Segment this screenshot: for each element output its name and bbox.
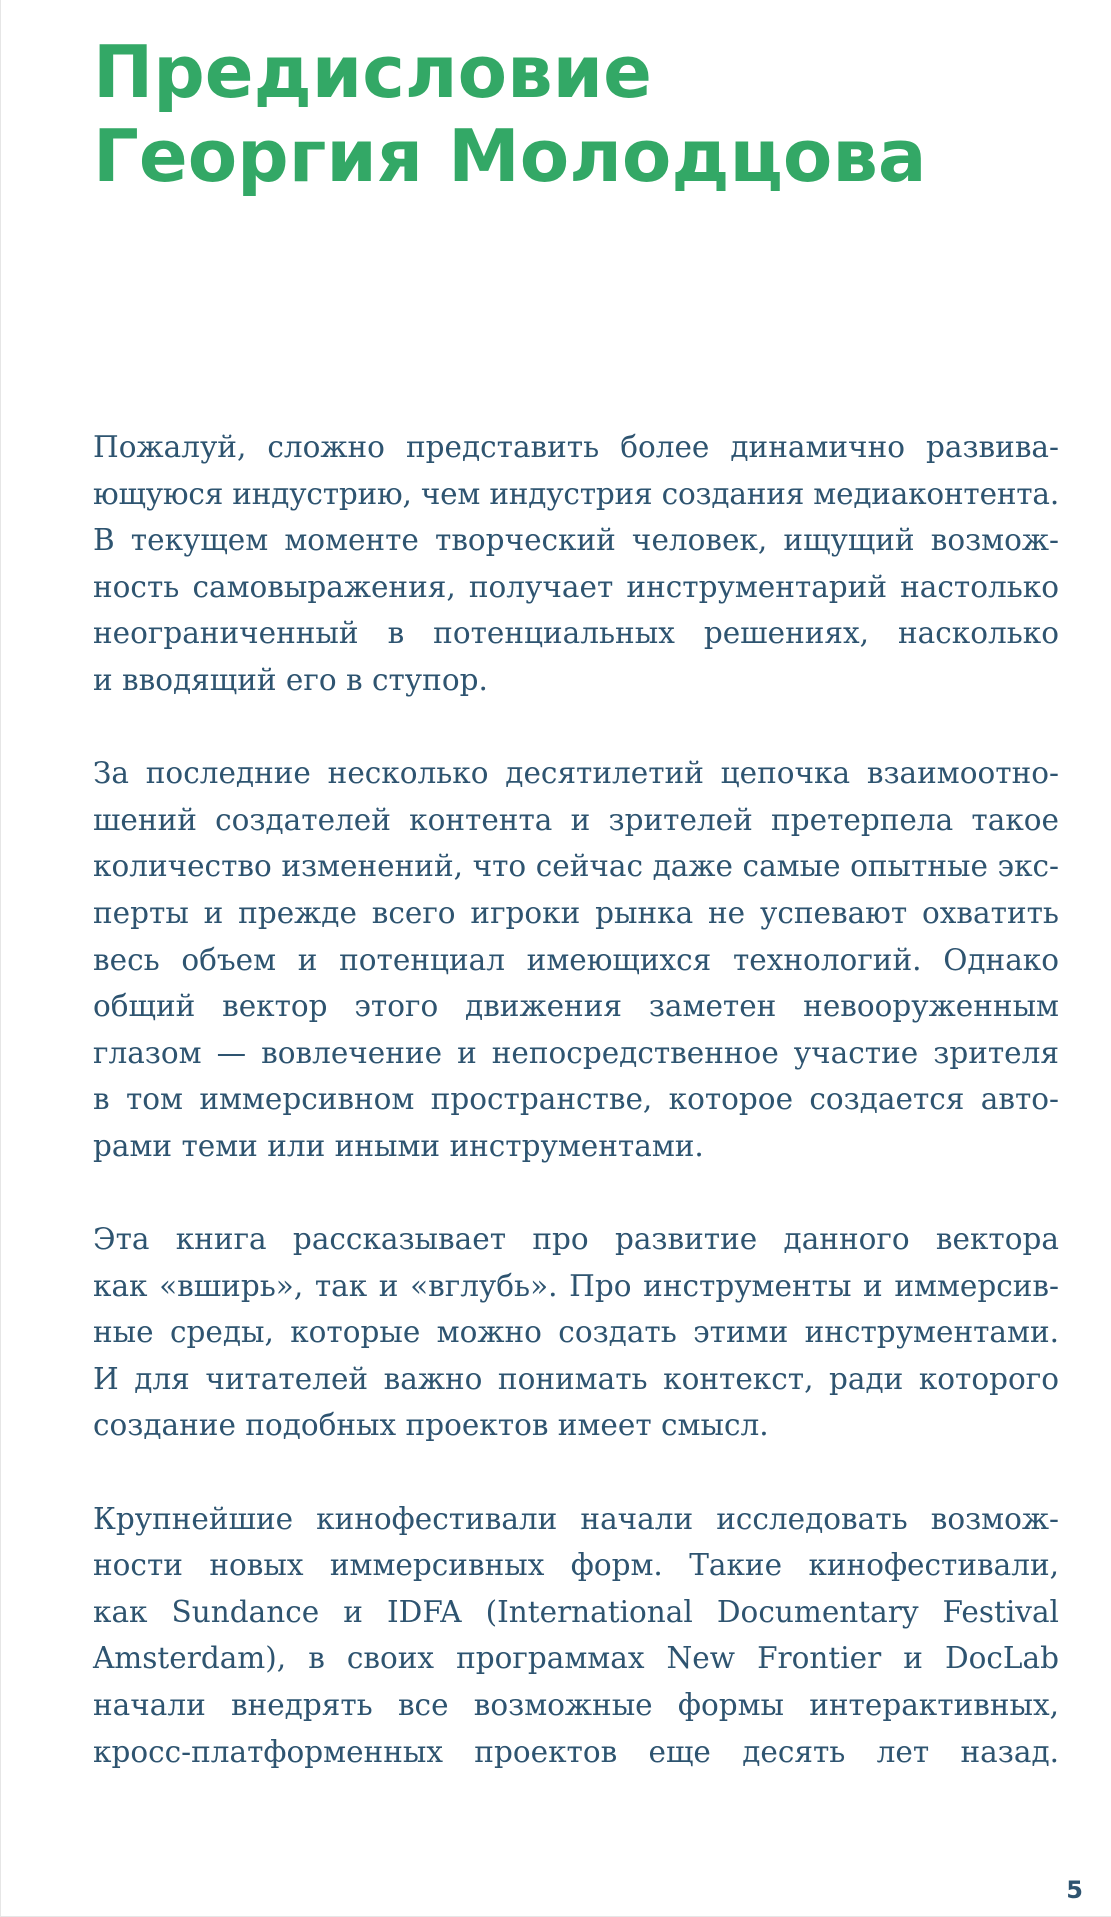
text-line: В текущем моменте творческий человек, ищущий возмож- bbox=[93, 523, 1059, 558]
page-title-line-1: Предисловие bbox=[93, 30, 652, 114]
text-line: ющуюся индустрию, чем индустрия создания медиаконтента. bbox=[93, 476, 1059, 511]
paragraph-4 bbox=[93, 1496, 1059, 1776]
text-line: как «вширь», так и «вглубь». Про инструменты и иммерсив- bbox=[93, 1268, 1059, 1303]
text-line: Крупнейшие кинофестивали начали исследовать возмож- bbox=[93, 1501, 1059, 1536]
page-number: 5 bbox=[1066, 1876, 1083, 1904]
text-line: рами теми или иными инструментами. bbox=[93, 1128, 704, 1163]
text-line: в том иммерсивном пространстве, которое создается авто- bbox=[93, 1082, 1059, 1117]
text-line: общий вектор этого движения заметен невооруженным bbox=[93, 989, 1059, 1024]
paragraph-1 bbox=[93, 424, 1059, 704]
text-line: и вводящий его в ступор. bbox=[93, 662, 488, 697]
text-line: весь объем и потенциал имеющихся технологий. Однако bbox=[93, 942, 1059, 977]
text-line: ности новых иммерсивных форм. Такие кинофестивали, bbox=[93, 1548, 1059, 1583]
paragraph-3 bbox=[93, 1216, 1059, 1449]
page-title bbox=[93, 30, 927, 198]
body-text bbox=[93, 424, 1059, 1822]
text-line: ные среды, которые можно создать этими инструментами. bbox=[93, 1315, 1059, 1350]
text-line: начали внедрять все возможные формы интерактивных, bbox=[93, 1688, 1059, 1723]
text-line: перты и прежде всего игроки рынка не успевают охватить bbox=[93, 895, 1059, 930]
text-line: Пожалуй, сложно представить более динамично развива- bbox=[93, 430, 1059, 464]
text-line: неограниченный в потенциальных решениях, насколько bbox=[93, 616, 1059, 651]
text-line: ность самовыражения, получает инструментарий настолько bbox=[93, 569, 1059, 604]
paragraph-2 bbox=[93, 750, 1059, 1169]
text-line: Amsterdam), в своих программах New Frontier и DocLab bbox=[93, 1641, 1059, 1676]
text-line: количество изменений, что сейчас даже самые опытные экс- bbox=[93, 849, 1059, 884]
text-line: И для читателей важно понимать контекст, ради которого bbox=[93, 1361, 1059, 1396]
text-line: шений создателей контента и зрителей претерпела такое bbox=[93, 802, 1059, 837]
page-title-line-2: Георгия Молодцова bbox=[93, 114, 927, 198]
text-line: создание подобных проектов имеет смысл. bbox=[93, 1408, 769, 1443]
text-line: Эта книга рассказывает про развитие данного вектора bbox=[93, 1222, 1059, 1257]
text-line: как Sundance и IDFA (International Documentary Festival bbox=[93, 1594, 1059, 1629]
text-line: За последние несколько десятилетий цепочка взаимоотно- bbox=[93, 756, 1059, 791]
text-line: кросс-платформенных проектов еще десять лет назад. bbox=[93, 1734, 1059, 1769]
text-line: глазом — вовлечение и непосредственное участие зрителя bbox=[93, 1035, 1059, 1070]
